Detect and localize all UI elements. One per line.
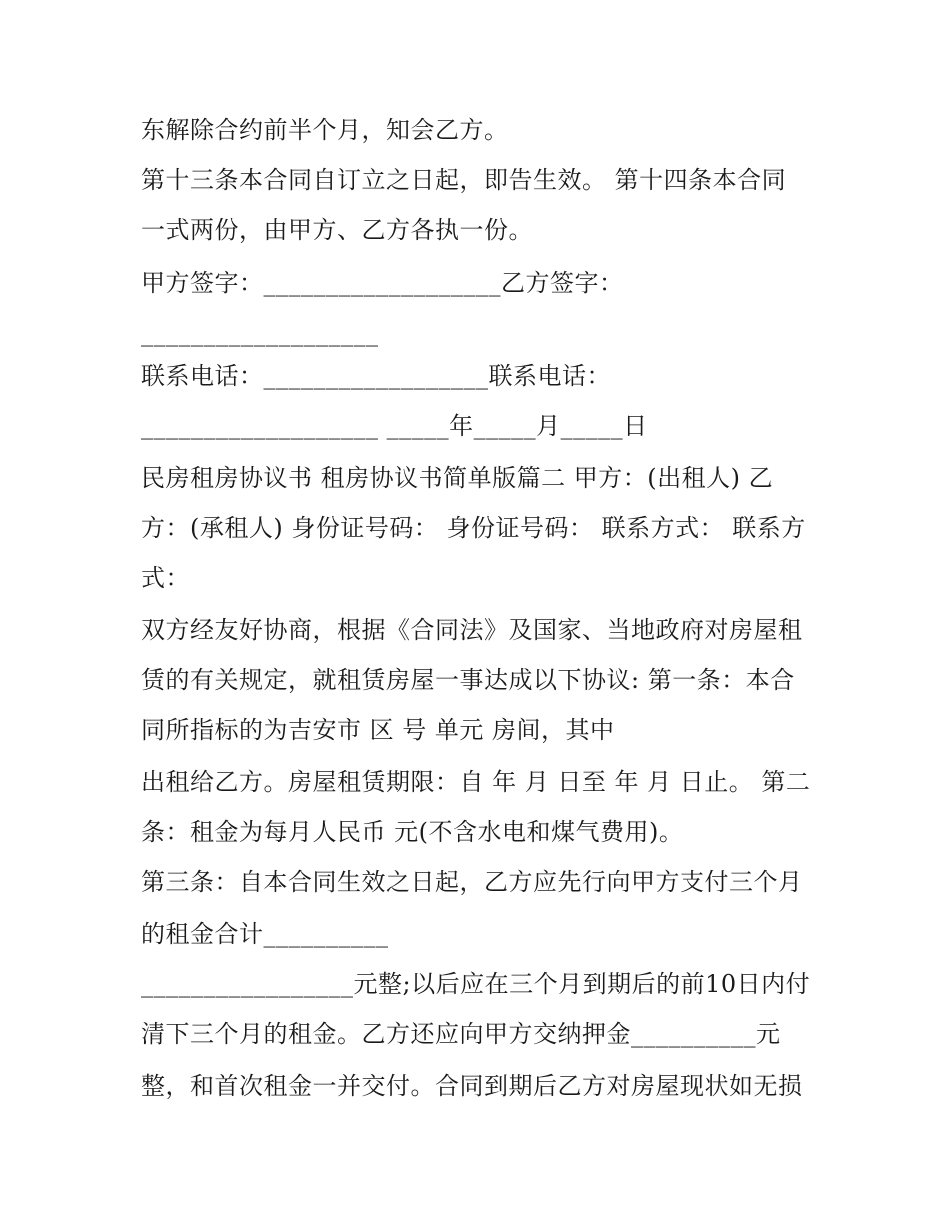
text-line: 方：(承租人) 身份证号码： 身份证号码： 联系方式： 联系方	[141, 514, 806, 542]
text-line: 的租金合计__________	[141, 920, 389, 948]
signature-blank: ___________________	[141, 319, 379, 347]
text-line: 式：	[141, 564, 190, 592]
text-line: 同所指标的为吉安市 区 号 单元 房间，其中	[141, 716, 615, 744]
date-line: ___________________ _____年_____月_____日	[141, 412, 648, 440]
text-line: 第十三条本合同自订立之日起，即告生效。 第十四条本合同	[141, 166, 787, 194]
text-line: 赁的有关规定，就租赁房屋一事达成以下协议: 第一条：本合	[141, 666, 795, 694]
phone-line: 联系电话：__________________联系电话：	[141, 362, 611, 390]
text-line: 出租给乙方。房屋租赁期限：自 年 月 日至 年 月 日止。 第二	[141, 768, 811, 796]
signature-line: 甲方签字：___________________乙方签字：	[141, 269, 624, 297]
text-line: 清下三个月的租金。乙方还应向甲方交纳押金__________元	[141, 1020, 781, 1048]
text-line: 一式两份，由甲方、乙方各执一份。	[141, 216, 533, 244]
text-line: 双方经友好协商，根据《合同法》及国家、当地政府对房屋租	[141, 616, 803, 644]
text-line: 条：租金为每月人民币 元(不含水电和煤气费用)。	[141, 818, 684, 846]
text-line: 民房租房协议书 租房协议书简单版篇二 甲方：(出租人) 乙	[141, 464, 774, 492]
text-line: _________________元整;以后应在三个月到期后的前10日内付	[141, 970, 811, 998]
text-line: 整，和首次租金一并交付。合同到期后乙方对房屋现状如无损	[141, 1072, 803, 1100]
text-line: 第三条：自本合同生效之日起，乙方应先行向甲方支付三个月	[141, 868, 803, 896]
text-line: 东解除合约前半个月，知会乙方。	[141, 116, 509, 144]
